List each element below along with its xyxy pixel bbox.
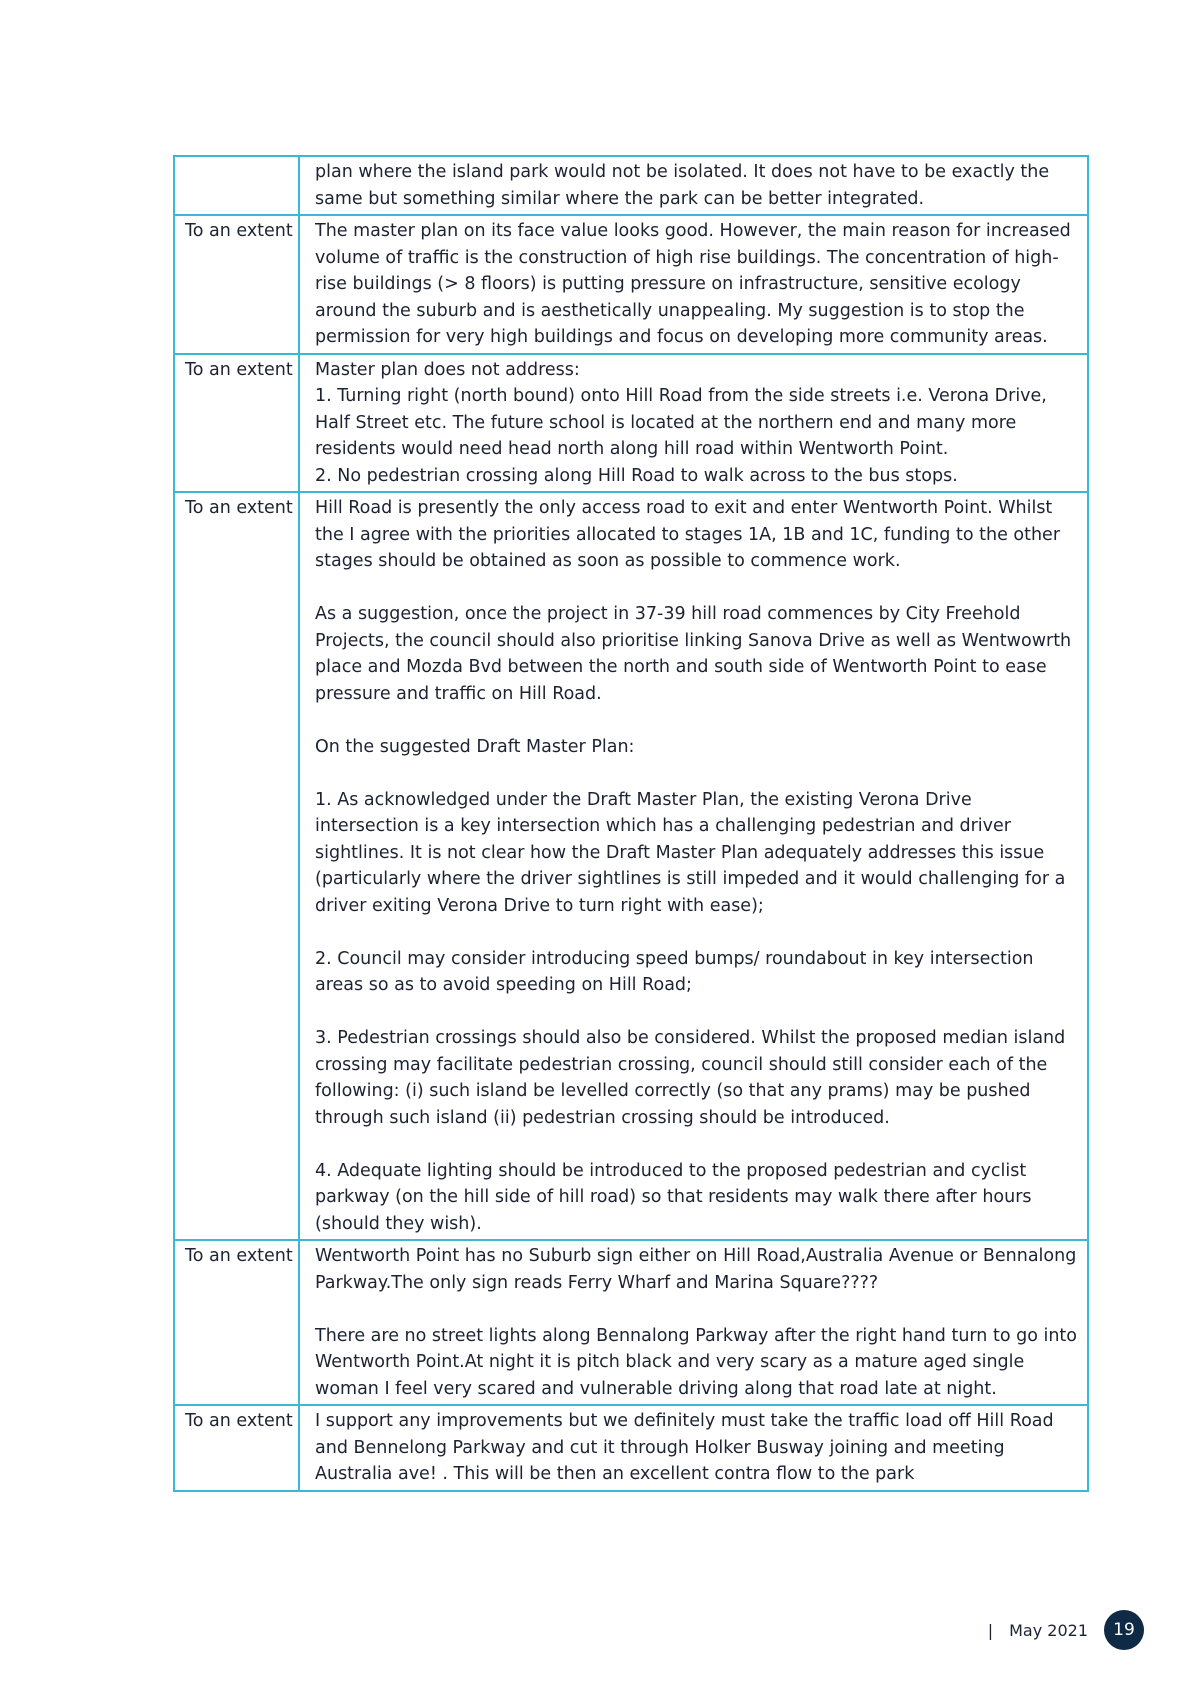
comment-cell [300,493,1087,1239]
comment-cell [300,216,1087,353]
page-footer [988,1610,1144,1650]
rating-cell: To an extent [175,355,300,492]
comment-paragraph: 2. Council may consider introducing speed bumps/ roundabout in key intersection areas so as to avoid speeding on Hill Road; [315,948,1034,995]
page-number-badge: 19 [1104,1610,1144,1650]
footer-separator: | [987,1620,994,1640]
comment-cell [300,1406,1087,1490]
table-row [175,1404,1087,1490]
table-row [175,157,1087,214]
comment-paragraph: plan where the island park would not be isolated. It does not have to be exactly the same but something similar where the park can be better integrated. [315,162,1050,209]
rating-cell: To an extent [175,1406,300,1490]
feedback-table [173,155,1089,1492]
table-row [175,1239,1087,1404]
footer-date: May 2021 [1009,1620,1088,1640]
rating-cell: To an extent [175,493,300,1239]
comment-paragraph: Wentworth Point has no Suburb sign either on Hill Road,Australia Avenue or Bennalong Parkway.The only sign reads Ferry Wharf and Marina Square???? [315,1246,1077,1293]
comment-paragraph: 1. As acknowledged under the Draft Master Plan, the existing Verona Drive intersection is a key intersection which has a challenging pedestrian and driver sightlines. It is not clear how the Draft Master Plan adequately addresses this issue (particularly where the driver sightlines is still impeded and it would challenging for a driver exiting Verona Drive to turn right with ease); [315,789,1066,916]
comment-paragraph: Hill Road is presently the only access road to exit and enter Wentworth Point. Whilst the I agree with the priorities allocated to stages 1A, 1B and 1C, funding to the other stages should be obtained as soon as possible to commence work. [315,498,1061,571]
comment-cell [300,355,1087,492]
comment-cell [300,1241,1087,1404]
table-row [175,214,1087,353]
comment-paragraph: There are no street lights along Bennalong Parkway after the right hand turn to go into Wentworth Point.At night it is pitch black and very scary as a mature aged single woman I feel very scared and vulnerable driving along that road late at night. [315,1325,1077,1399]
comment-paragraph: The master plan on its face value looks good. However, the main reason for increased volume of traffic is the construction of high rise buildings. The concentration of high-rise buildings (> 8 floors) is putting pressure on infrastructure, sensitive ecology around the suburb and is aesthetically unappealing. My suggestion is to stop the permission for very high buildings and focus on developing more community areas. [315,221,1071,347]
comment-paragraph: On the suggested Draft Master Plan: [315,736,635,757]
table-row [175,353,1087,492]
comment-cell [300,157,1087,214]
comment-paragraph: Master plan does not address: 1. Turning right (north bound) onto Hill Road from the side streets i.e. Verona Drive, Half Street etc. The future school is located at the northern end and many more residents would need head north along hill road within Wentworth Point. 2. No pedestrian crossing along Hill Road to walk across to the bus stops. [315,359,1047,486]
comment-paragraph: 4. Adequate lighting should be introduced to the proposed pedestrian and cyclist parkway (on the hill side of hill road) so that residents may walk there after hours (should they wish). [315,1160,1032,1234]
rating-cell [175,157,300,214]
comment-paragraph: As a suggestion, once the project in 37-39 hill road commences by City Freehold Projects, the council should also prioritise linking Sanova Drive as well as Wentwowrth place and Mozda Bvd between the north and south side of Wentworth Point to ease pressure and traffic on Hill Road. [315,604,1072,704]
rating-cell: To an extent [175,1241,300,1404]
comment-paragraph: 3. Pedestrian crossings should also be considered. Whilst the proposed median island crossing may facilitate pedestrian crossing, council should still consider each of the following: (i) such island be levelled correctly (so that any prams) may be pushed through such island (ii) pedestrian crossing should be introduced. [315,1028,1066,1128]
comment-paragraph: I support any improvements but we definitely must take the traffic load off Hill Road and Bennelong Parkway and cut it through Holker Busway joining and meeting Australia ave! . This will be then an excellent contra flow to the park [315,1411,1054,1484]
rating-cell: To an extent [175,216,300,353]
table-row [175,491,1087,1239]
